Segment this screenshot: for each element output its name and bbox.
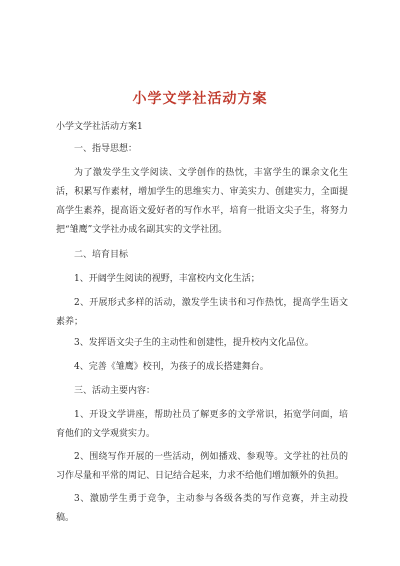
goal-item-2: 2、开展形式多样的活动，激发学生读书和习作热忱，提高学生语文素养； (56, 298, 348, 327)
section-heading-guiding: 一、指导思想： (74, 144, 138, 154)
document-title: 小学文学社活动方案 (132, 91, 268, 107)
section-heading-activities: 三、活动主要内容： (74, 386, 156, 396)
activity-item-3: 3、激励学生勇于竞争，主动参与各级各类的写作竞赛，并主动投稿。 (56, 494, 348, 523)
activity-item-2: 2、围绕写作开展的一些活动，例如播戏、参观等。文学社的社员的习作尽量和平常的周记、日记结合起来，力求不给他们增加额外的负担。 (56, 452, 348, 481)
goal-item-3: 3、发挥语文尖子生的主动性和创建性，提升校内文化品位。 (74, 338, 314, 348)
goal-item-1: 1、开阔学生阅读的视野，丰富校内文化生活； (74, 274, 260, 284)
section-heading-goals: 二、培育目标 (74, 250, 129, 260)
document-subtitle: 小学文学社活动方案1 (56, 122, 143, 132)
activity-item-1: 1、开设文学讲座，帮助社员了解更多的文学常识，拓宽学问面，培育他们的文学观赏实力。 (56, 410, 348, 439)
paragraph-guiding-body: 为了激发学生文学阅读、文学创作的热忱，丰富学生的课余文化生活，积累写作素材，增加学生的思维实力、审美实力、创建实力，全面提高学生素养，提高语文爱好者的写作水平，培育一批语文尖子生，将努力把“雏鹰”文学社办成名副其实的文学社团。 (56, 168, 348, 235)
goal-item-4: 4、完善《雏鹰》校刊，为孩子的成长搭建舞台。 (74, 362, 269, 372)
